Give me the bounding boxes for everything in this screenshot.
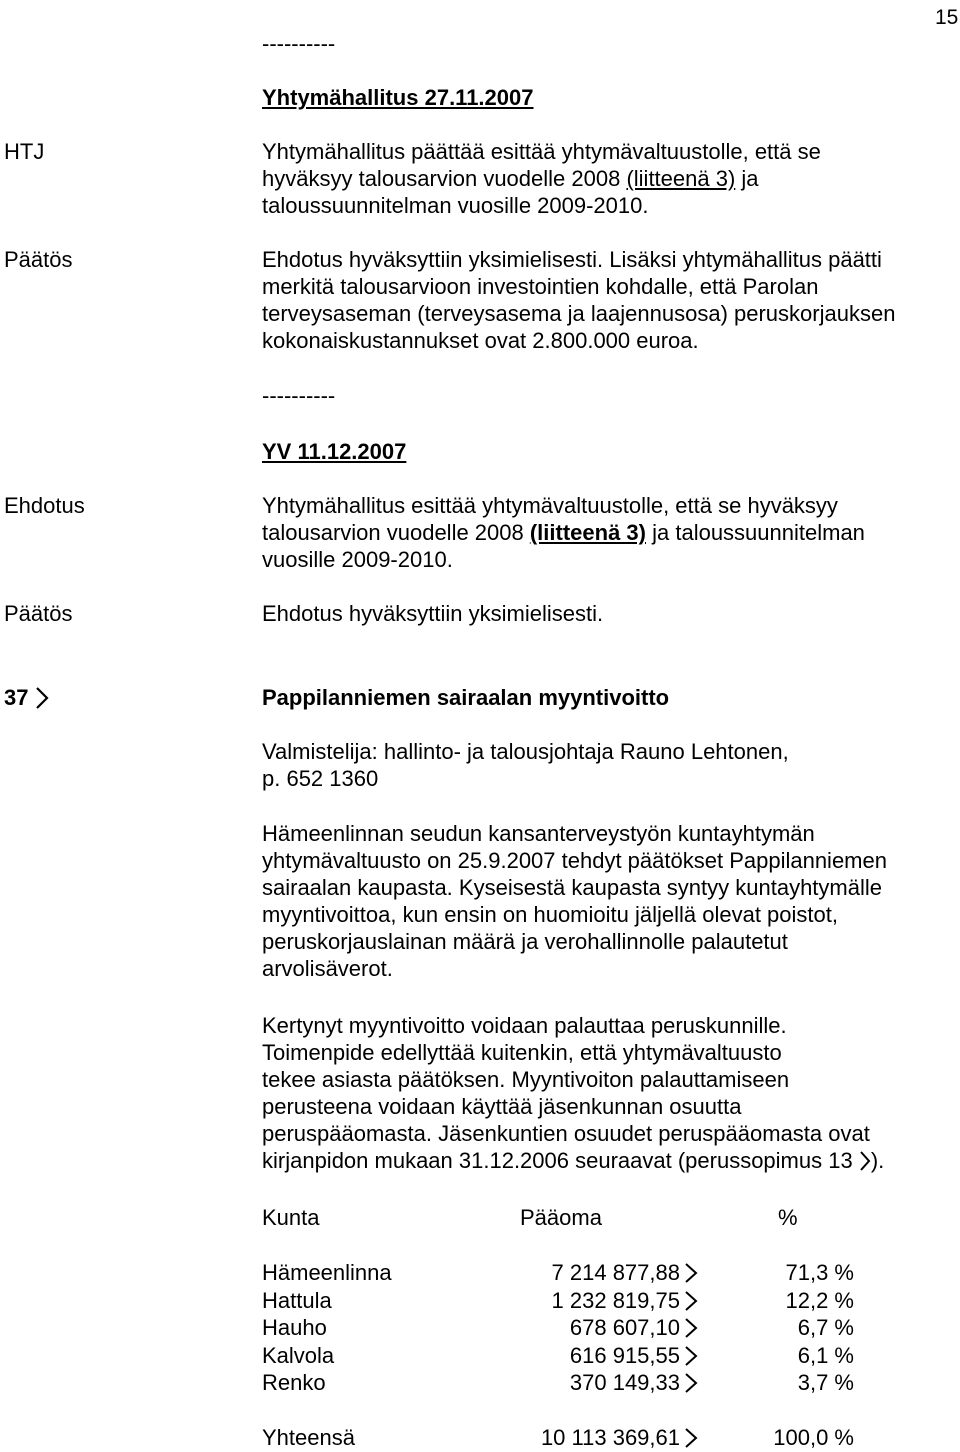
total-label: Yhteensä xyxy=(262,1425,355,1450)
row-percent: 12,2 % xyxy=(785,1288,854,1313)
ehdotus-line-2-text: talousarvion vuodelle 2008 xyxy=(262,520,530,545)
total-paaoma: 10 113 369,61 xyxy=(540,1425,680,1450)
row-kunta: Kalvola xyxy=(262,1343,335,1368)
valmistelija-line: p. 652 1360 xyxy=(262,766,379,791)
body-1-line: sairaalan kaupasta. Kyseisestä kaupasta syntyy kuntayhtymälle xyxy=(262,875,882,900)
page-number: 15 xyxy=(935,6,959,29)
row-kunta: Renko xyxy=(262,1370,326,1395)
row-kunta: Hauho xyxy=(262,1315,327,1340)
table-row xyxy=(262,1369,862,1397)
section-heading-number xyxy=(4,684,49,711)
euro-sign-icon xyxy=(684,1346,698,1366)
body-2-line: Toimenpide edellyttää kuitenkin, että yhtymävaltuusto xyxy=(262,1040,782,1065)
attachment-link-1[interactable]: (liitteenä 3) xyxy=(626,166,736,191)
row-percent: 6,7 % xyxy=(797,1315,854,1340)
label-paatos-1: Päätös xyxy=(4,247,73,272)
label-paatos-2: Päätös xyxy=(4,601,73,626)
label-htj: HTJ xyxy=(4,139,45,164)
body-2-line: Kertynyt myyntivoitto voidaan palauttaa peruskunnille. xyxy=(262,1013,787,1038)
separator-2: ---------- xyxy=(262,383,336,408)
row-paaoma: 7 214 877,88 xyxy=(551,1260,680,1285)
table-row xyxy=(262,1342,862,1370)
htj-line-2 xyxy=(262,165,821,192)
euro-sign-icon xyxy=(684,1291,698,1311)
htj-line-3: taloussuunnitelman vuosille 2009-2010. xyxy=(262,193,649,218)
ehdotus-paragraph xyxy=(262,492,865,573)
body-paragraph-2 xyxy=(262,1012,884,1174)
body-1-line: myyntivoittoa, kun ensin on huomioitu jäljellä olevat poistot, xyxy=(262,902,838,927)
table-row xyxy=(262,1287,862,1315)
body-2-line-last xyxy=(262,1147,884,1174)
body-2-last-text: kirjanpidon mukaan 31.12.2006 seuraavat (perussopimus 13 xyxy=(262,1148,859,1173)
section-title: Pappilanniemen sairaalan myyntivoitto xyxy=(262,685,670,710)
htj-line-2-end: ja xyxy=(735,166,759,191)
body-1-line: Hämeenlinnan seudun kansanterveystyön kuntayhtymän xyxy=(262,821,815,846)
htj-line-2-text: hyväksyy talousarvion vuodelle 2008 xyxy=(262,166,627,191)
body-1-line: arvolisäverot. xyxy=(262,956,393,981)
euro-sign-icon xyxy=(684,1428,698,1448)
body-1-line: yhtymävaltuusto on 25.9.2007 tehdyt päätökset Pappilanniemen xyxy=(262,848,887,873)
ehdotus-line-2 xyxy=(262,519,865,546)
row-percent: 71,3 % xyxy=(785,1260,854,1285)
body-2-line: perusteena voidaan käyttää jäsenkunnan osuutta xyxy=(262,1094,742,1119)
section-sign-icon xyxy=(35,687,49,709)
section-number: 37 xyxy=(4,685,29,710)
total-percent: 100,0 % xyxy=(773,1425,854,1450)
label-ehdotus: Ehdotus xyxy=(4,493,85,518)
euro-sign-icon xyxy=(684,1373,698,1393)
row-paaoma: 678 607,10 xyxy=(569,1315,680,1340)
euro-sign-icon xyxy=(684,1263,698,1283)
row-paaoma: 616 915,55 xyxy=(569,1343,680,1368)
body-paragraph-1 xyxy=(262,820,887,982)
paatos-1-line: merkitä talousarvioon investointien kohdalle, että Parolan xyxy=(262,274,819,299)
htj-paragraph xyxy=(262,138,821,219)
paatos-1-line: kokonaiskustannukset ovat 2.800.000 euroa. xyxy=(262,328,699,353)
attachment-link-2[interactable]: (liitteenä 3) xyxy=(529,520,646,545)
ehdotus-line-3: vuosille 2009-2010. xyxy=(262,547,453,572)
body-2-last-end: ). xyxy=(870,1148,885,1173)
body-2-line: tekee asiasta päätöksen. Myyntivoiton palauttamiseen xyxy=(262,1067,790,1092)
heading-yhtymahallitus: Yhtymähallitus 27.11.2007 xyxy=(262,85,534,110)
row-percent: 3,7 % xyxy=(797,1370,854,1395)
header-kunta: Kunta xyxy=(262,1205,320,1230)
euro-sign-icon xyxy=(684,1318,698,1338)
row-paaoma: 370 149,33 xyxy=(569,1370,680,1395)
valmistelija-line: Valmistelija: hallinto- ja talousjohtaja Rauno Lehtonen, xyxy=(262,739,789,764)
body-2-line: peruspääomasta. Jäsenkuntien osuudet peruspääomasta ovat xyxy=(262,1121,870,1146)
paatos-1-line: terveysaseman (terveysasema ja laajennusosa) peruskorjauksen xyxy=(262,301,896,326)
paatos-2-text: Ehdotus hyväksyttiin yksimielisesti. xyxy=(262,601,604,626)
heading-yv: YV 11.12.2007 xyxy=(262,439,407,464)
table-row xyxy=(262,1259,862,1287)
ehdotus-line-2-end: ja taloussuunnitelman xyxy=(646,520,865,545)
table-header xyxy=(262,1204,862,1232)
htj-line-1: Yhtymähallitus päättää esittää yhtymävaltuustolle, että se xyxy=(262,139,821,164)
header-paaoma: Pääoma xyxy=(520,1205,602,1230)
separator-1: ---------- xyxy=(262,31,336,56)
table-row xyxy=(262,1314,862,1342)
ehdotus-line-1: Yhtymähallitus esittää yhtymävaltuustolle, että se hyväksyy xyxy=(262,493,838,518)
header-percent: % xyxy=(778,1205,798,1230)
row-paaoma: 1 232 819,75 xyxy=(551,1288,680,1313)
row-percent: 6,1 % xyxy=(797,1343,854,1368)
body-1-line: peruskorjauslainan määrä ja verohallinnolle palautetut xyxy=(262,929,788,954)
section-sign-icon xyxy=(859,1151,871,1171)
paatos-1-paragraph xyxy=(262,246,895,354)
paatos-1-line: Ehdotus hyväksyttiin yksimielisesti. Lisäksi yhtymähallitus päätti xyxy=(262,247,882,272)
row-kunta: Hattula xyxy=(262,1288,332,1313)
valmistelija-block xyxy=(262,738,789,792)
row-kunta: Hämeenlinna xyxy=(262,1260,392,1285)
